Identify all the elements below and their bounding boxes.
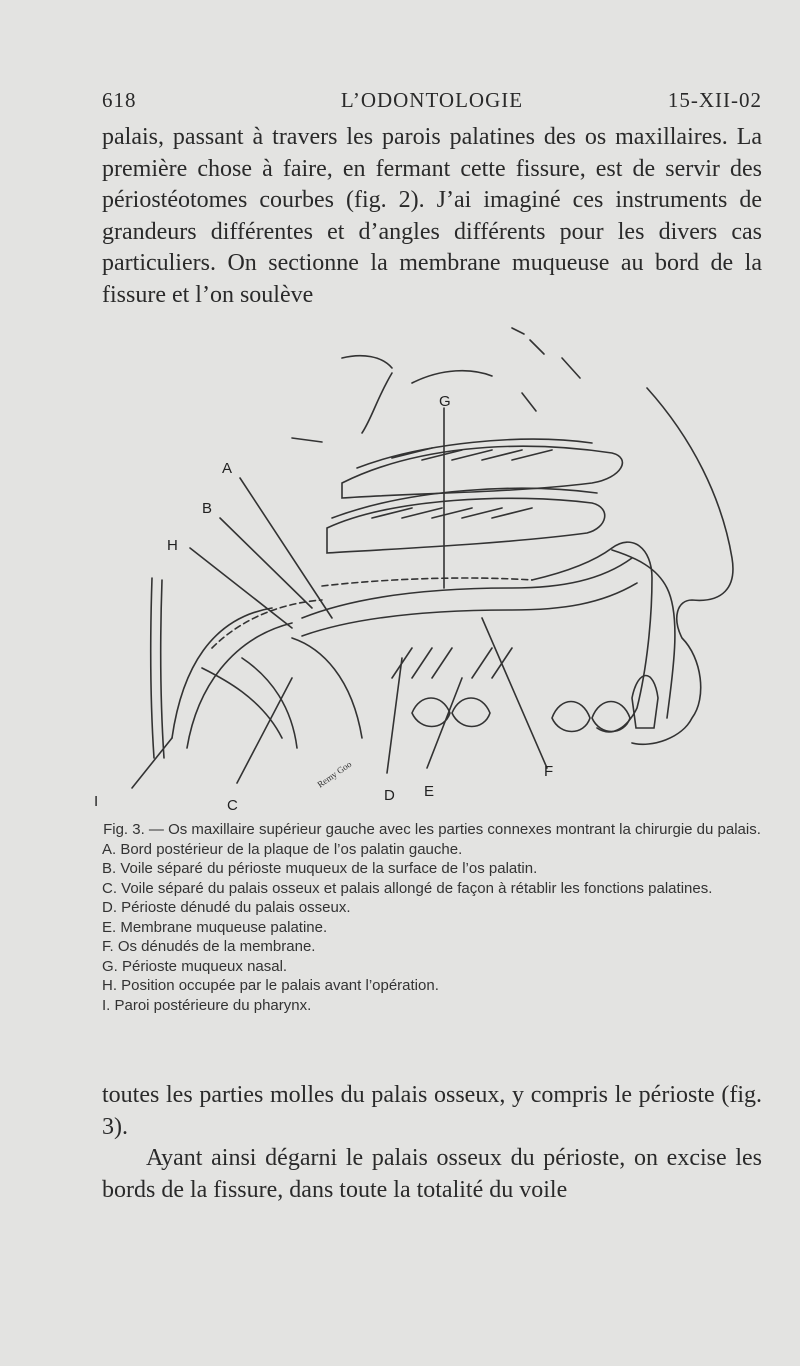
- legend-item-D: D. Périoste dénudé du palais osseux.: [102, 899, 351, 916]
- legend-item-E: E. Membrane muqueuse palatine.: [102, 918, 328, 936]
- paragraph-before-figure: [102, 122, 762, 311]
- label-B: B: [202, 500, 213, 517]
- label-F: F: [544, 763, 554, 780]
- label-I: I: [94, 793, 99, 810]
- anatomical-drawing: [92, 318, 762, 818]
- figure-3-illustration: [92, 318, 762, 818]
- label-D: D: [384, 787, 395, 804]
- text-after-2: Ayant ainsi dégarni le palais osseux du périoste, on excise les bords de la fissure, dans toute la totalité du voile: [102, 1145, 762, 1203]
- page-number: 618: [102, 88, 137, 112]
- running-header: [102, 88, 762, 118]
- label-G: G: [439, 393, 451, 410]
- label-A: A: [222, 460, 233, 477]
- text-after-1: toutes les parties molles du palais osseux, y compris le périoste (fig. 3).: [102, 1082, 762, 1140]
- journal-title: L’ODONTOLOGIE: [340, 88, 524, 112]
- label-E: E: [424, 783, 435, 800]
- issue-date: 15-XII-02: [667, 88, 762, 112]
- text-before: palais, passant à travers les parois palatines des os maxillaires. La première chose à faire, en fermant cette fissure, est de servir des périostéotomes courbes (fig. 2). J’ai imaginé ces instruments de grandeurs différentes et d’angles différents pour les divers cas particuliers. On sectionne la membrane muqueuse au bord de la fissure et l’on soulève: [102, 124, 762, 308]
- figure-caption: [102, 820, 762, 1015]
- legend-list: [102, 840, 762, 1016]
- paragraph-after-figure: [102, 1080, 762, 1206]
- legend-item-B: B. Voile séparé du périoste muqueux de la surface de l’os palatin.: [102, 860, 538, 877]
- caption-title: Fig. 3. — Os maxillaire supérieur gauche avec les parties connexes montrant la chirurgie du palais.: [103, 821, 761, 838]
- label-C: C: [227, 797, 238, 814]
- artist-signature: Remy Goo: [315, 758, 354, 790]
- legend-item-I: I. Paroi postérieure du pharynx.: [102, 996, 312, 1014]
- legend-item-H: H. Position occupée par le palais avant l’opération.: [102, 977, 439, 994]
- label-H: H: [167, 537, 178, 554]
- legend-item-C: C. Voile séparé du palais osseux et palais allongé de façon à rétablir les fonctions palatines.: [102, 879, 713, 897]
- legend-item-F: F. Os dénudés de la membrane.: [102, 938, 316, 955]
- legend-item-A: A. Bord postérieur de la plaque de l’os palatin gauche.: [102, 840, 463, 858]
- legend-item-G: G. Périoste muqueux nasal.: [102, 957, 288, 975]
